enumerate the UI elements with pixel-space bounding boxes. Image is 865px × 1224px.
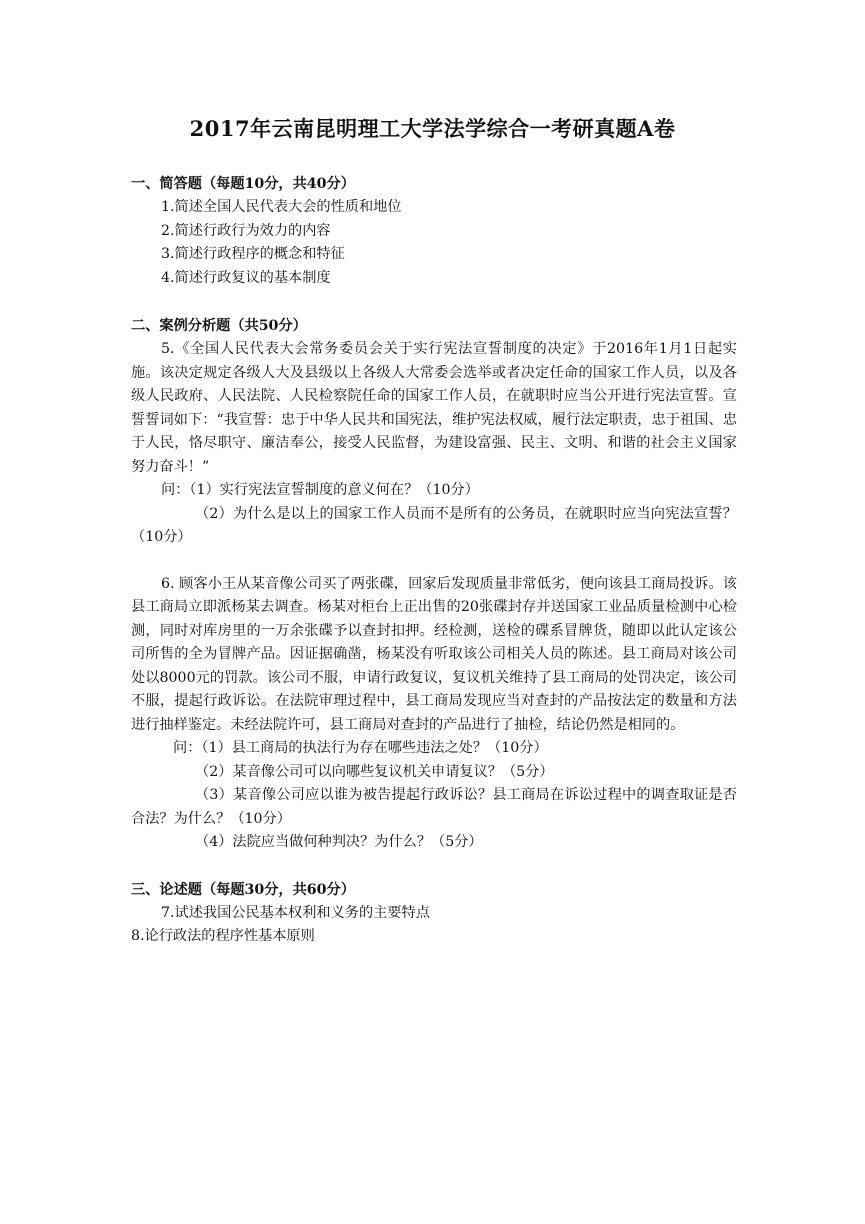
case-6-question-1: 问：（1）县工商局的执法行为存在哪些违法之处？（10分）: [173, 740, 548, 756]
question-7: 7.试述我国公民基本权利和义务的主要特点: [161, 904, 430, 921]
case-5-question-2: （2）为什么是以上的国家工作人员而不是所有的公务员，在就职时应当向宪法宣誓？（10分）: [131, 505, 737, 545]
case-5-text: 5.《全国人民代表大会常务委员会关于实行宪法宣誓制度的决定》于2016年1月1日起实施。该决定规定各级人大及县级以上各级人大常委会选举或者决定任命的国家工作人员，以及各级人民政府、人民法院、人民检察院任命的国家工作人员，在就职时应当公开进行宪法宣誓。宣誓誓词如下：“我宣誓：忠于中华人民共和国宪法，维护宪法权威，履行法定职责，忠于祖国、忠于人民，恪尽职守、廉洁奉公，接受人民监督，为建设富强、民主、文明、和谐的社会主义国家努力奋斗！”: [131, 341, 737, 475]
case-6-question-4: （4）法院应当做何种判决？为什么？（5分）: [195, 834, 483, 850]
case-5-question-1: 问：（1）实行宪法宣誓制度的意义何在？（10分）: [161, 482, 479, 498]
question-8: 8.论行政法的程序性基本原则: [131, 928, 315, 944]
document-body: [131, 172, 737, 949]
case-6-text: 6. 顾客小王从某音像公司买了两张碟，回家后发现质量非常低劣，便向该县工商局投诉。该县工商局立即派杨某去调查。杨某对柜台上正出售的20张碟封存并送国家工业品质量检测中心检测，同时对库房里的一万余张碟予以查封扣押。经检测，送检的碟系冒牌货，随即以此认定该公司所售的全为冒牌产品。因证据确凿，杨某没有听取该公司相关人员的陈述。县工商局对该公司处以8000元的罚款。该公司不服，申请行政复议，复议机关维持了县工商局的处罚决定，该公司不服，提起行政诉讼。在法院审理过程中，县工商局发现应当对查封的产品按法定的数量和方法进行抽样鉴定。未经法院许可，县工商局对查封的产品进行了抽检，结论仍然是相同的。: [131, 575, 737, 733]
case-6-question-3: （3）某音像公司应以谁为被告提起行政诉讼？县工商局在诉讼过程中的调查取证是否合法？为什么？（10分）: [131, 787, 737, 827]
question-1: 1.简述全国人民代表大会的性质和地位: [161, 199, 402, 215]
section-heading-short-answer: 一、简答题（每题10分，共40分）: [131, 176, 355, 192]
page-title: 2017年云南昆明理工大学法学综合一考研真题A卷: [189, 116, 676, 141]
question-2: 2.简述行政行为效力的内容: [161, 222, 331, 239]
section-heading-essay: 三、论述题（每题30分，共60分）: [131, 881, 355, 898]
question-4: 4.简述行政复议的基本制度: [161, 269, 331, 286]
section-heading-case-analysis: 二、案例分析题（共50分）: [131, 318, 307, 334]
case-6-question-2: （2）某音像公司可以向哪些复议机关申请复议？（5分）: [195, 763, 554, 780]
question-3: 3.简述行政程序的概念和特征: [161, 246, 345, 262]
